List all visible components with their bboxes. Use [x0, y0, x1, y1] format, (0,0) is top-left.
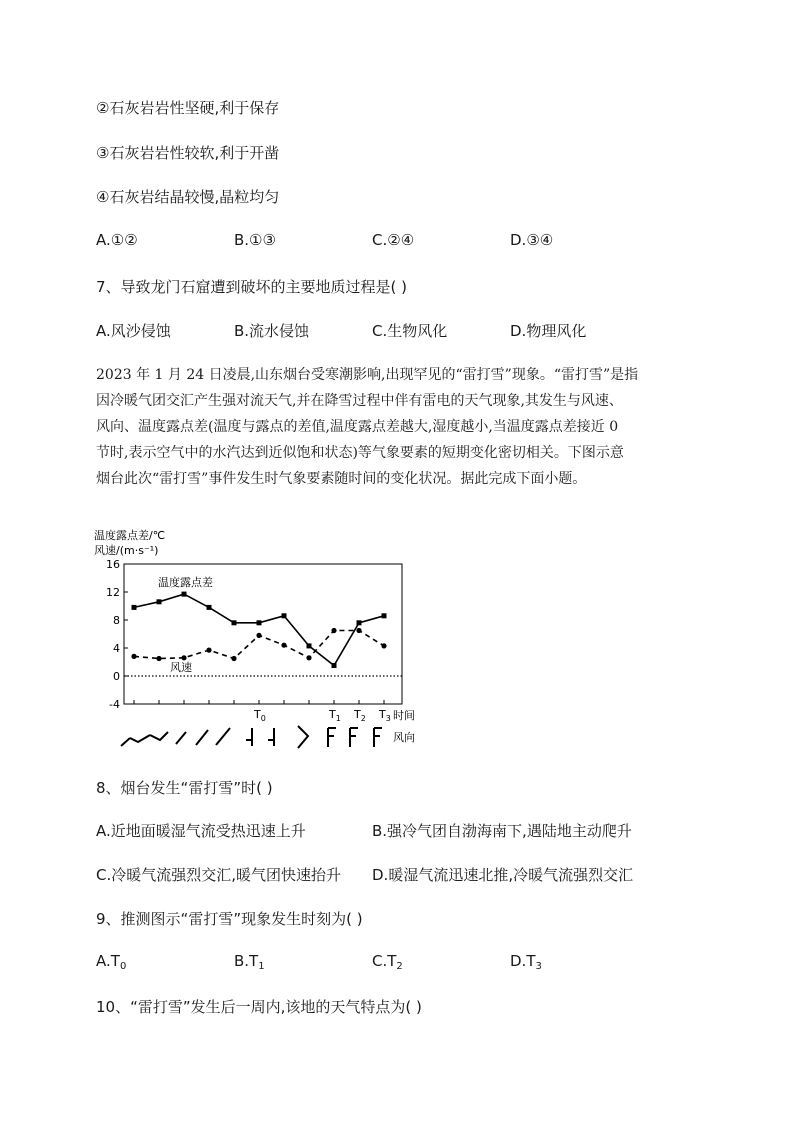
q7-stem: 7、导致龙门石窟遭到破坏的主要地质过程是( ): [96, 278, 408, 296]
wind-speed-point: [156, 656, 161, 661]
dewpoint-diff-point: [382, 613, 387, 618]
q9-option-a-label: A.T: [96, 952, 120, 970]
y-tick-label: 12: [106, 586, 120, 599]
dewpoint-diff-line: [134, 594, 384, 665]
wind-speed-point: [231, 656, 236, 661]
wind-barb: [216, 728, 230, 745]
q6-option-a[interactable]: A.①②: [96, 231, 138, 249]
dewpoint-diff-point: [207, 605, 212, 610]
passage-line: 烟台此次“雷打雪”事件发生时气象要素随时间的变化状况。据此完成下面小题。: [96, 471, 587, 487]
wind-direction-label: 风向: [393, 731, 415, 744]
q8-stem: 8、烟台发生“雷打雪”时( ): [96, 779, 273, 797]
time-mark-label: $T_0$: [254, 708, 266, 723]
statement-4: ④石灰岩结晶较慢,晶粒均匀: [96, 188, 280, 206]
passage-line: 节时,表示空气中的水汽达到近似饱和状态)等气象要素的短期变化密切相关。下图示意: [96, 445, 624, 461]
q8-option-b[interactable]: B.强冷气团自渤海南下,遇陆地主动爬升: [372, 822, 632, 840]
q9-option-d-label: D.T: [510, 952, 536, 970]
time-mark-sub: 0: [260, 714, 266, 723]
q8-option-d[interactable]: D.暖湿气流迅速北推,冷暖气流强烈交汇: [372, 866, 634, 884]
q9-option-b-sub: 1: [258, 961, 265, 972]
dewpoint-diff-point: [282, 613, 287, 618]
wind-barb: [374, 728, 382, 747]
dewpoint-diff-point: [157, 599, 162, 604]
dewpoint-diff-point: [332, 663, 337, 668]
q7-option-b[interactable]: B.流水侵蚀: [234, 322, 310, 340]
q9-option-a[interactable]: [96, 952, 126, 972]
chart-ylabel-1: 温度露点差/℃: [94, 529, 166, 542]
wind-barb: [298, 726, 308, 748]
wind-speed-point: [306, 655, 311, 660]
time-mark-sub: 3: [385, 714, 391, 723]
statement-3: ③石灰岩岩性较软,利于开凿: [96, 144, 280, 162]
q9-option-c-label: C.T: [372, 952, 397, 970]
q9-option-d-sub: 3: [535, 961, 542, 972]
y-tick-label: 8: [113, 614, 120, 627]
dewpoint-diff-point: [132, 605, 137, 610]
wind-speed-point: [206, 648, 211, 653]
wind-speed-point: [256, 633, 261, 638]
time-mark-label: $T_3$: [379, 708, 391, 723]
passage: [96, 362, 708, 492]
q8-option-c[interactable]: C.冷暖气流强烈交汇,暖气团快速抬升: [96, 866, 342, 884]
q7-option-a[interactable]: A.风沙侵蚀: [96, 322, 171, 340]
wind-speed-point: [356, 628, 361, 633]
wind-barb: [246, 728, 252, 746]
y-tick-label: -4: [109, 698, 120, 711]
series-label-wind: 风速: [170, 661, 192, 674]
wind-speed-point: [381, 643, 386, 648]
q8-option-a[interactable]: A.近地面暖湿气流受热迅速上升: [96, 822, 306, 840]
q9-option-a-sub: 0: [119, 961, 127, 972]
q9-option-d[interactable]: [510, 952, 542, 972]
x-axis-label: 时间: [393, 709, 415, 722]
chart-ylabel-2: 风速/(m·s⁻¹): [94, 544, 159, 557]
wind-barb: [150, 732, 168, 740]
wind-barb: [328, 728, 336, 747]
wind-barb: [130, 735, 150, 742]
passage-line: 风向、温度露点差(温度与露点的差值,温度露点差越大,湿度越小,当温度露点差接近 0: [96, 419, 619, 435]
q9-option-c-sub: 2: [396, 961, 403, 972]
wind-direction-symbols: [121, 726, 382, 748]
q6-option-b[interactable]: B.①③: [234, 231, 276, 249]
wind-speed-point: [131, 654, 136, 659]
series-label-dewpoint-diff: 温度露点差: [158, 576, 213, 589]
y-tick-label: 4: [113, 642, 120, 655]
passage-line: 2023 年 1 月 24 日凌晨,山东烟台受寒潮影响,出现罕见的“雷打雪”现象。“雷打雪”是指: [96, 367, 639, 383]
time-mark-sub: 1: [335, 714, 341, 723]
wind-barb: [350, 728, 358, 747]
wind-barb: [268, 728, 274, 746]
q6-option-d[interactable]: D.③④: [510, 231, 554, 249]
dewpoint-diff-point: [307, 643, 312, 648]
time-mark-label: $T_1$: [329, 708, 341, 723]
q7-option-d[interactable]: D.物理风化: [510, 322, 587, 340]
weather-chart: [88, 526, 428, 752]
dewpoint-diff-point: [232, 620, 237, 625]
wind-barb: [196, 730, 208, 745]
q9-stem: 9、推测图示“雷打雪”现象发生时刻为( ): [96, 910, 363, 928]
q9-option-b[interactable]: [234, 952, 265, 972]
time-mark-label: $T_2$: [354, 708, 366, 723]
y-tick-label: 16: [106, 558, 120, 571]
q7-option-c[interactable]: C.生物风化: [372, 322, 448, 340]
q9-option-c[interactable]: [372, 952, 403, 972]
wind-barb: [176, 732, 186, 744]
dewpoint-diff-point: [257, 620, 262, 625]
wind-speed-point: [181, 655, 186, 660]
q6-option-c[interactable]: C.②④: [372, 231, 415, 249]
dewpoint-diff-point: [357, 620, 362, 625]
q10-stem: 10、“雷打雪”发生后一周内,该地的天气特点为( ): [96, 998, 422, 1016]
time-mark-sub: 2: [360, 714, 366, 723]
wind-barb: [121, 738, 130, 746]
dewpoint-diff-point: [182, 592, 187, 597]
q9-option-b-label: B.T: [234, 952, 259, 970]
wind-speed-point: [281, 643, 286, 648]
passage-line: 因冷暖气团交汇产生强对流天气,并在降雪过程中伴有雷电的天气现象,其发生与风速、: [96, 393, 623, 409]
statement-2: ②石灰岩岩性坚硬,利于保存: [96, 99, 280, 117]
y-tick-label: 0: [113, 670, 120, 683]
wind-speed-point: [331, 628, 336, 633]
